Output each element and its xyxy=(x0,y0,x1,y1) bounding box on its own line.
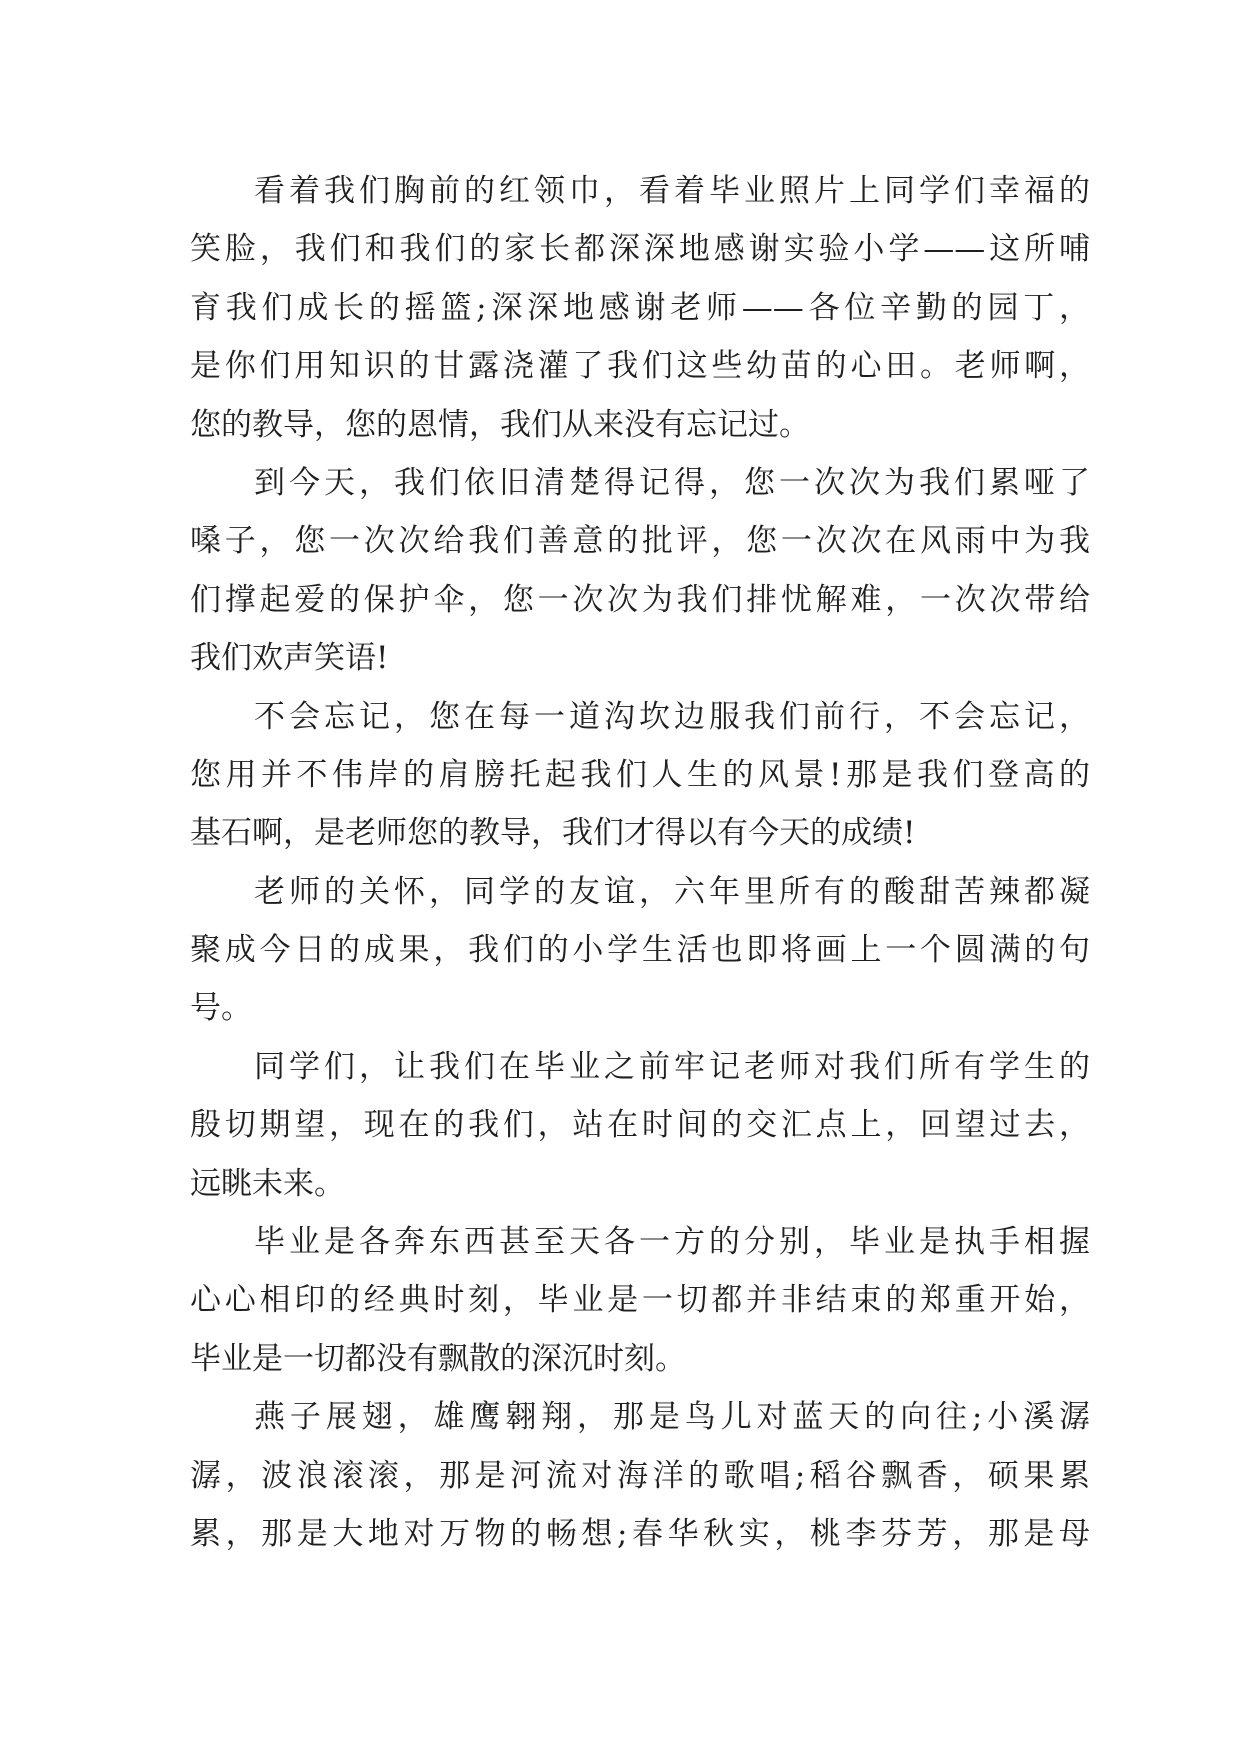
text-line: 您用并不伟岸的肩膀托起我们人生的风景!那是我们登高的 xyxy=(190,756,1090,793)
text-line: 嗓子，您一次次给我们善意的批评，您一次次在风雨中为我 xyxy=(190,523,1090,560)
text-line: 们撑起爱的保护伞，您一次次为我们排忧解难，一次次带给 xyxy=(190,581,1090,618)
document-body xyxy=(190,162,1090,1563)
text-line: 我们欢声笑语! xyxy=(190,640,389,677)
text-line: 累，那是大地对万物的畅想;春华秋实，桃李芬芳，那是母 xyxy=(190,1515,1090,1552)
text-line: 远眺未来。 xyxy=(190,1165,345,1202)
text-line: 基石啊，是老师您的教导，我们才得以有今天的成绩! xyxy=(190,815,916,852)
text-line: 潺，波浪滚滚，那是河流对海洋的歌唱;稻谷飘香，硕果累 xyxy=(190,1457,1090,1494)
text-line: 殷切期望，现在的我们，站在时间的交汇点上，回望过去， xyxy=(190,1107,1090,1144)
text-line: 是你们用知识的甘露浇灌了我们这些幼苗的心田。老师啊， xyxy=(190,348,1090,385)
text-line: 毕业是各奔东西甚至天各一方的分别，毕业是执手相握 xyxy=(254,1224,1090,1261)
text-line: 育我们成长的摇篮;深深地感谢老师——各位辛勤的园丁， xyxy=(190,289,1090,326)
text-line: 燕子展翅，雄鹰翱翔，那是鸟儿对蓝天的向往;小溪潺 xyxy=(254,1399,1090,1436)
text-line: 看着我们胸前的红领巾，看着毕业照片上同学们幸福的 xyxy=(254,173,1090,209)
text-line: 心心相印的经典时刻，毕业是一切都并非结束的郑重开始， xyxy=(190,1282,1090,1319)
text-line: 同学们，让我们在毕业之前牢记老师对我们所有学生的 xyxy=(254,1048,1090,1085)
text-line: 笑脸，我们和我们的家长都深深地感谢实验小学——这所哺 xyxy=(190,231,1090,268)
text-line: 不会忘记，您在每一道沟坎边服我们前行，不会忘记， xyxy=(254,698,1090,735)
text-line: 聚成今日的成果，我们的小学生活也即将画上一个圆满的句 xyxy=(190,932,1090,969)
text-line: 毕业是一切都没有飘散的深沉时刻。 xyxy=(190,1340,686,1377)
text-line: 号。 xyxy=(190,990,252,1027)
text-line: 老师的关怀，同学的友谊，六年里所有的酸甜苦辣都凝 xyxy=(254,873,1090,910)
text-line: 到今天，我们依旧清楚得记得，您一次次为我们累哑了 xyxy=(254,464,1090,501)
text-line: 您的教导，您的恩情，我们从来没有忘记过。 xyxy=(190,406,810,443)
